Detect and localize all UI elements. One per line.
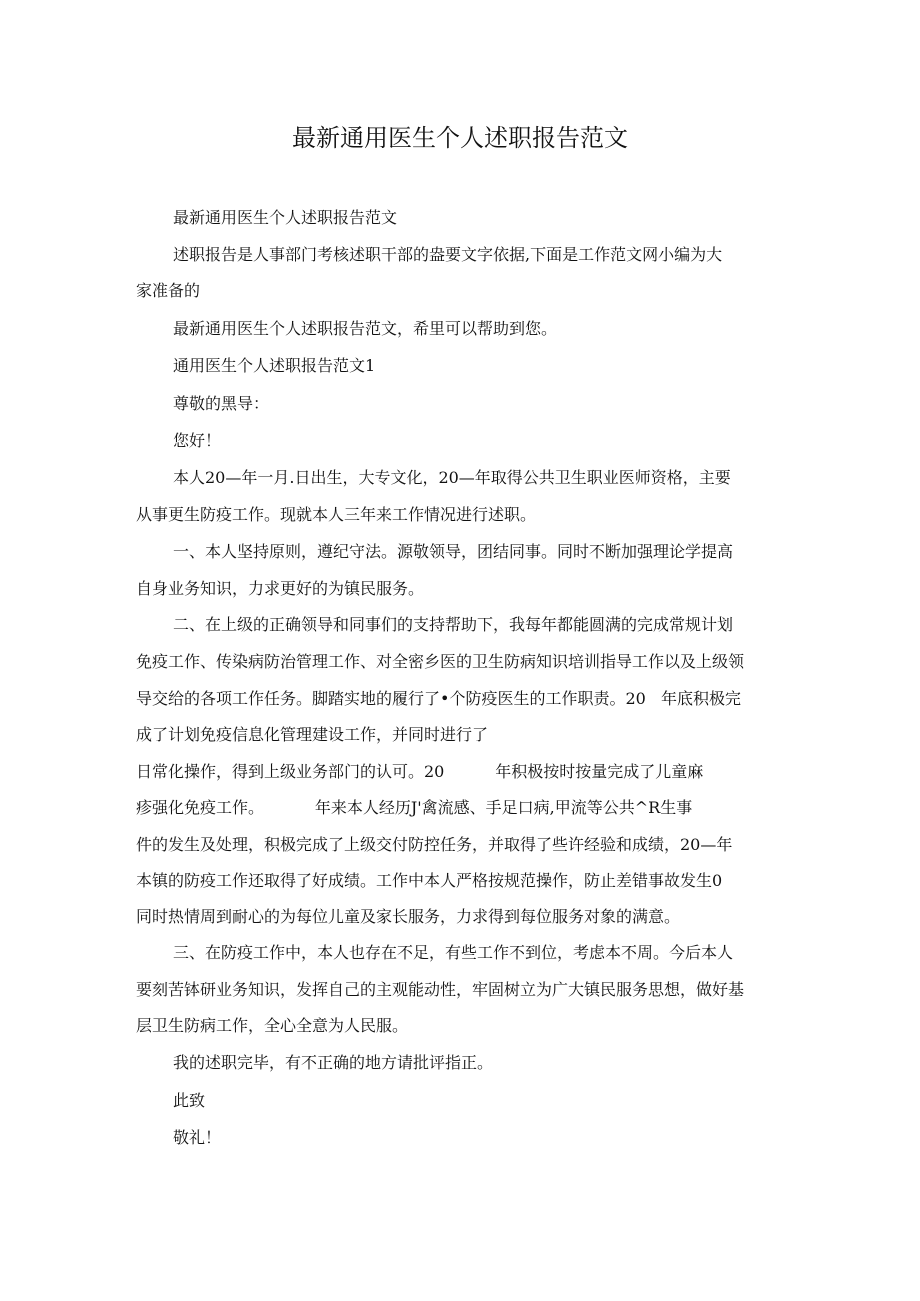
paragraph-line: 层卫生防病工作，全心全意为人民服。	[136, 1016, 409, 1035]
paragraph-line: 一、本人坚持原则，遵纪守法。源敬领导，团结同事。同时不断加强理论学提高	[173, 542, 734, 561]
paragraph-line: 自身业务知识，力求更好的为镇民服务。	[136, 579, 425, 598]
greeting: 您好！	[173, 431, 222, 450]
paragraph-line: 要刻苦钵研业务知识，发挥自己的主观能动性，牢固树立为广大镇民服务思想，做好基	[136, 980, 745, 999]
paragraph-line: 家准备的	[136, 281, 201, 300]
paragraph-line: 同时热情周到耐心的为每位儿童及家长服务，力求得到每位服务对象的满意。	[136, 907, 681, 926]
paragraph-line: 二、在上级的正确领导和同事们的支持帮助下，我每年都能圆满的完成常规计划	[173, 615, 734, 634]
paragraph-line: 三、在防疫工作中，本人也存在不足，有些工作不到位，考虑本不周。今后本人	[173, 943, 734, 962]
paragraph-line: 我的述职完毕，有不正确的地方请批评指正。	[173, 1053, 494, 1072]
paragraph-line: 从事更生防疫工作。现就本人三年来工作情况进行述职。	[136, 505, 537, 524]
paragraph-line: 本镇的防疫工作还取得了好成绩。工作中本人严格按规范操作，防止差错事故发生0	[136, 871, 723, 890]
closing-line: 敬礼！	[173, 1128, 222, 1147]
salutation: 尊敬的黑导：	[173, 394, 270, 413]
paragraph-line: 述职报告是人事部门考核述职干部的盎要文字依据,下面是工作范文网小编为大	[173, 245, 723, 264]
paragraph-line: 免疫工作、传染病防治管理工作、对全密乡医的卫生防病知识培训指导工作以及上级领	[136, 652, 745, 671]
document-title: 最新通用医生个人述职报告范文	[292, 124, 628, 152]
paragraph-line: 成了计划免疫信息化管理建设工作，并同时进行了	[136, 725, 489, 744]
paragraph-line: 件的发生及处理，积极完成了上级交付防控任务，并取得了些许经验和成绩，20—年	[136, 835, 733, 854]
paragraph-line: 疹强化免疫工作。 年来本人经历J'禽流感、手足口病,甲流等公共^R生事	[136, 798, 693, 817]
closing-line: 此致	[173, 1091, 206, 1110]
paragraph-line: 通用医生个人述职报告范文1	[173, 356, 376, 375]
paragraph-line: 最新通用医生个人述职报告范文	[173, 208, 398, 227]
paragraph-line: 导交给的各项工作任务。脚踏实地的履行了•个防疫医生的工作职责。20 年底积极完	[136, 689, 742, 708]
paragraph-line: 日常化操作，得到上级业务部门的认可。20 年积极按时按量完成了儿童麻	[136, 762, 704, 781]
paragraph-line: 最新通用医生个人述职报告范文，希里可以帮助到您。	[173, 319, 558, 338]
paragraph-line: 本人20—年一月.日出生，大专文化，20—年取得公共卫生职业医师资格，主要	[173, 468, 731, 487]
